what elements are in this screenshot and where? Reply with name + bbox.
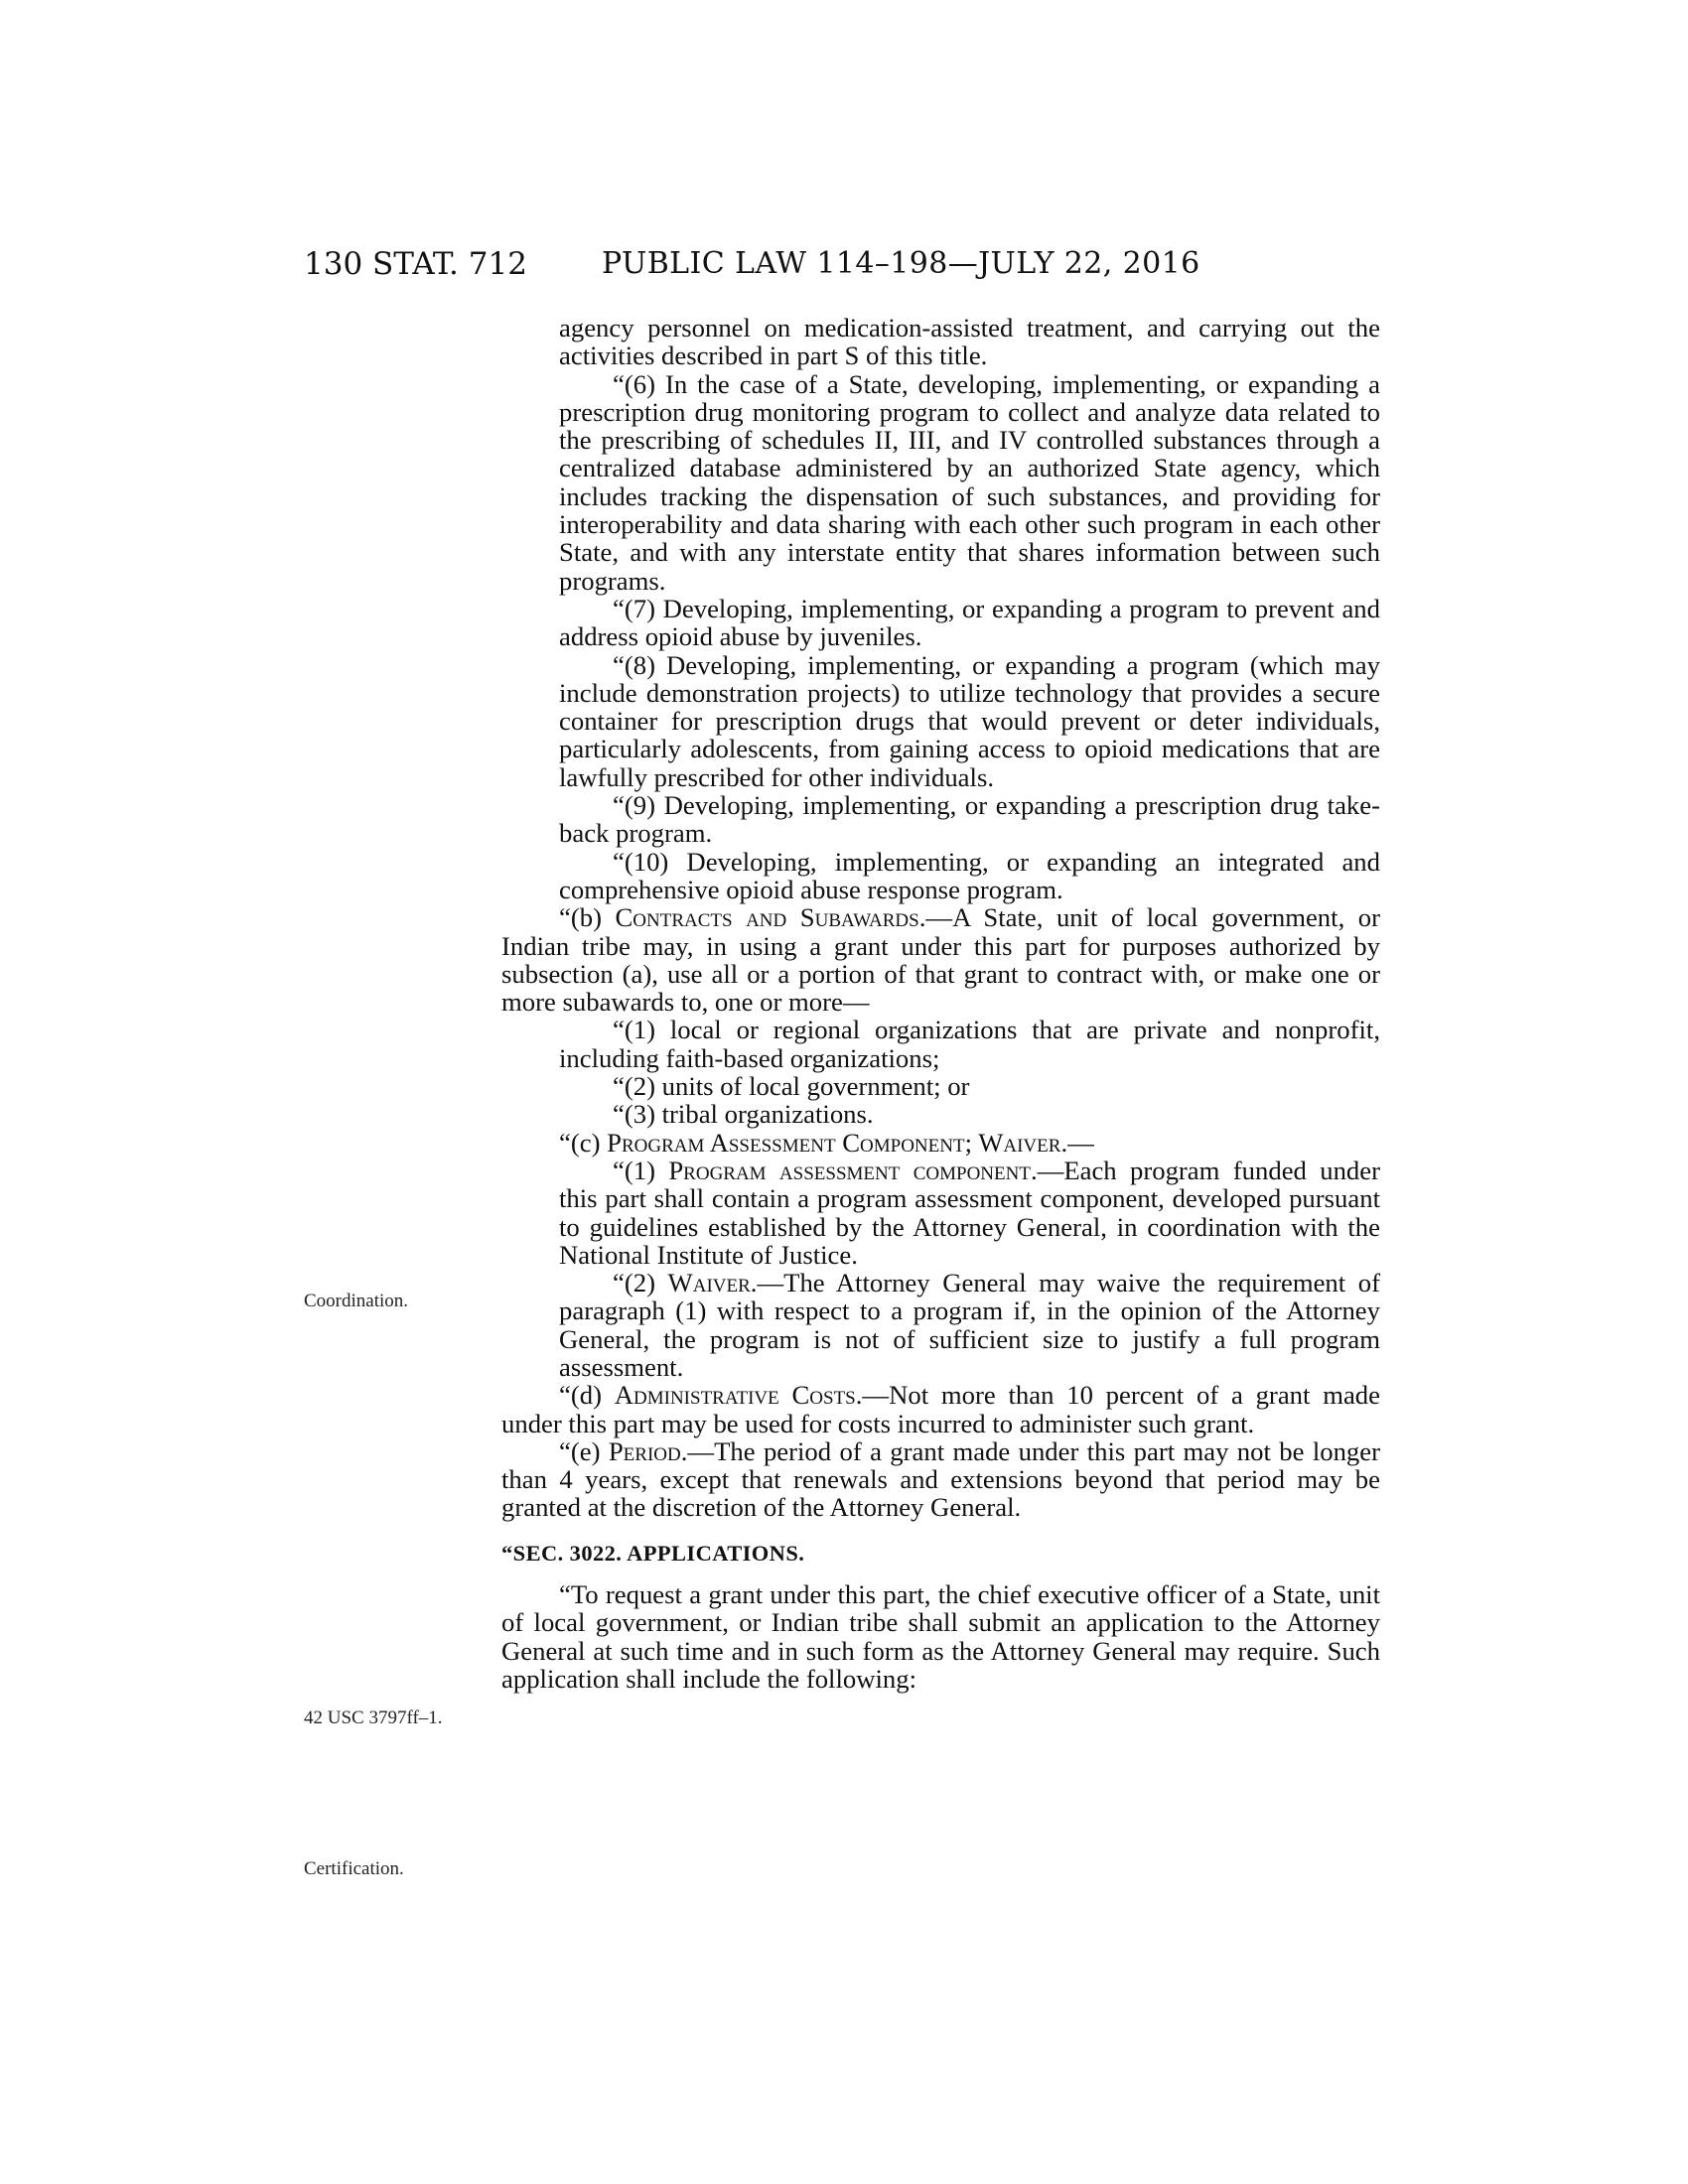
paragraph-c2-lead: “(2)	[613, 1268, 668, 1298]
subsection-c-text: .—	[1060, 1127, 1094, 1158]
margin-note-usc: 42 USC 3797ff–1.	[304, 1707, 443, 1728]
paragraph-a9: “(9) Developing, implementing, or expanding a prescription drug take-back program.	[559, 790, 1380, 849]
section-3022-text: “To request a grant under this part, the chief executive officer of a State, unit of local government, or Indian tribe shall submit an application to the Attorney General at such time and in such form as the Attorney General may require. Such application shall include the following:	[501, 1579, 1380, 1694]
paragraph-c2-heading: Waiver	[667, 1268, 751, 1298]
paragraph-c1	[501, 1157, 1380, 1269]
paragraph-a7: “(7) Developing, implementing, or expanding a program to prevent and address opioid abuse by juveniles.	[559, 593, 1380, 652]
subsection-e	[501, 1437, 1380, 1522]
paragraph-b1: “(1) local or regional organizations that are private and nonprofit, including faith-based organizations;	[559, 1015, 1380, 1073]
paragraph-a10: “(10) Developing, implementing, or expanding an integrated and comprehensive opioid abuse response program.	[559, 846, 1380, 904]
subsection-e-text: .—The period of a grant made under this part may not be longer than 4 years, except that renewals and extensions beyond that period may be granted at the discretion of the Attorney General.	[501, 1435, 1380, 1523]
subsection-e-lead: “(e)	[559, 1435, 609, 1466]
subsection-c	[501, 1129, 1380, 1157]
paragraph-b3: “(3) tribal organizations.	[613, 1099, 874, 1130]
public-law-header: PUBLIC LAW 114–198—JULY 22, 2016	[602, 246, 1200, 281]
subsection-b-heading: Contracts and Subawards	[615, 902, 919, 933]
subsection-b-lead: “(b)	[559, 902, 616, 933]
subsection-c-lead: “(c)	[559, 1127, 608, 1158]
paragraph-b2: “(2) units of local government; or	[613, 1071, 970, 1102]
paragraph-c1-heading: Program assessment component	[668, 1155, 1031, 1185]
section-heading: “SEC. 3022. APPLICATIONS.	[501, 1540, 805, 1566]
margin-note-coordination: Coordination.	[304, 1291, 409, 1311]
subsection-d	[501, 1381, 1380, 1437]
subsection-b	[501, 903, 1380, 1016]
paragraph-a6: “(6) In the case of a State, developing, implementing, or expanding a prescription drug monitoring program to collect and analyze data related to the prescribing of schedules II, III, and IV controlled substances through a centralized database administered by an authorized State agency, which includes tracking the dispensation of such substances, and providing for interoperability and data sharing with each other such program in each other State, and with any interstate entity that shares information between such programs.	[559, 368, 1380, 596]
margin-note-certification: Certification.	[304, 1858, 404, 1879]
statute-page-number: 130 STAT. 712	[304, 246, 527, 282]
paragraph-continuation: agency personnel on medication-assisted treatment, and carrying out the activities described in part S of this title.	[559, 313, 1380, 371]
paragraph-a8: “(8) Developing, implementing, or expanding a program (which may include demonstration projects) to utilize technology that provides a secure container for prescription drugs that would prevent or deter individuals, particularly adolescents, from gaining access to opioid medications that are lawfully prescribed for other individuals.	[559, 649, 1380, 792]
subsection-d-heading: Administrative Costs	[614, 1380, 856, 1411]
body-text	[501, 314, 1380, 1693]
subsection-b-text: .—A State, unit of local government, or Indian tribe may, in using a grant under this part for purposes authorized by subsection (a), use all or a portion of that grant to contract with, or make one or more subawards to, one or more—	[501, 902, 1380, 1018]
paragraph-c1-text: .—Each program funded under this part shall contain a program assessment component, developed pursuant to guidelines established by the Attorney General, in coordination with the National Institute of Justice.	[559, 1155, 1380, 1270]
paragraph-c2	[501, 1269, 1380, 1381]
subsection-d-text: .—Not more than 10 percent of a grant made under this part may be used for costs incurred to administer such grant.	[501, 1380, 1380, 1438]
paragraph-c2-text: .—The Attorney General may waive the requirement of paragraph (1) with respect to a program if, in the opinion of the Attorney General, the program is not of sufficient size to justify a full program assessment.	[559, 1268, 1380, 1382]
subsection-d-lead: “(d)	[559, 1380, 615, 1411]
subsection-c-heading: Program Assessment Component; Waiver	[607, 1127, 1061, 1158]
paragraph-c1-lead: “(1)	[613, 1155, 669, 1185]
subsection-e-heading: Period	[608, 1435, 681, 1466]
